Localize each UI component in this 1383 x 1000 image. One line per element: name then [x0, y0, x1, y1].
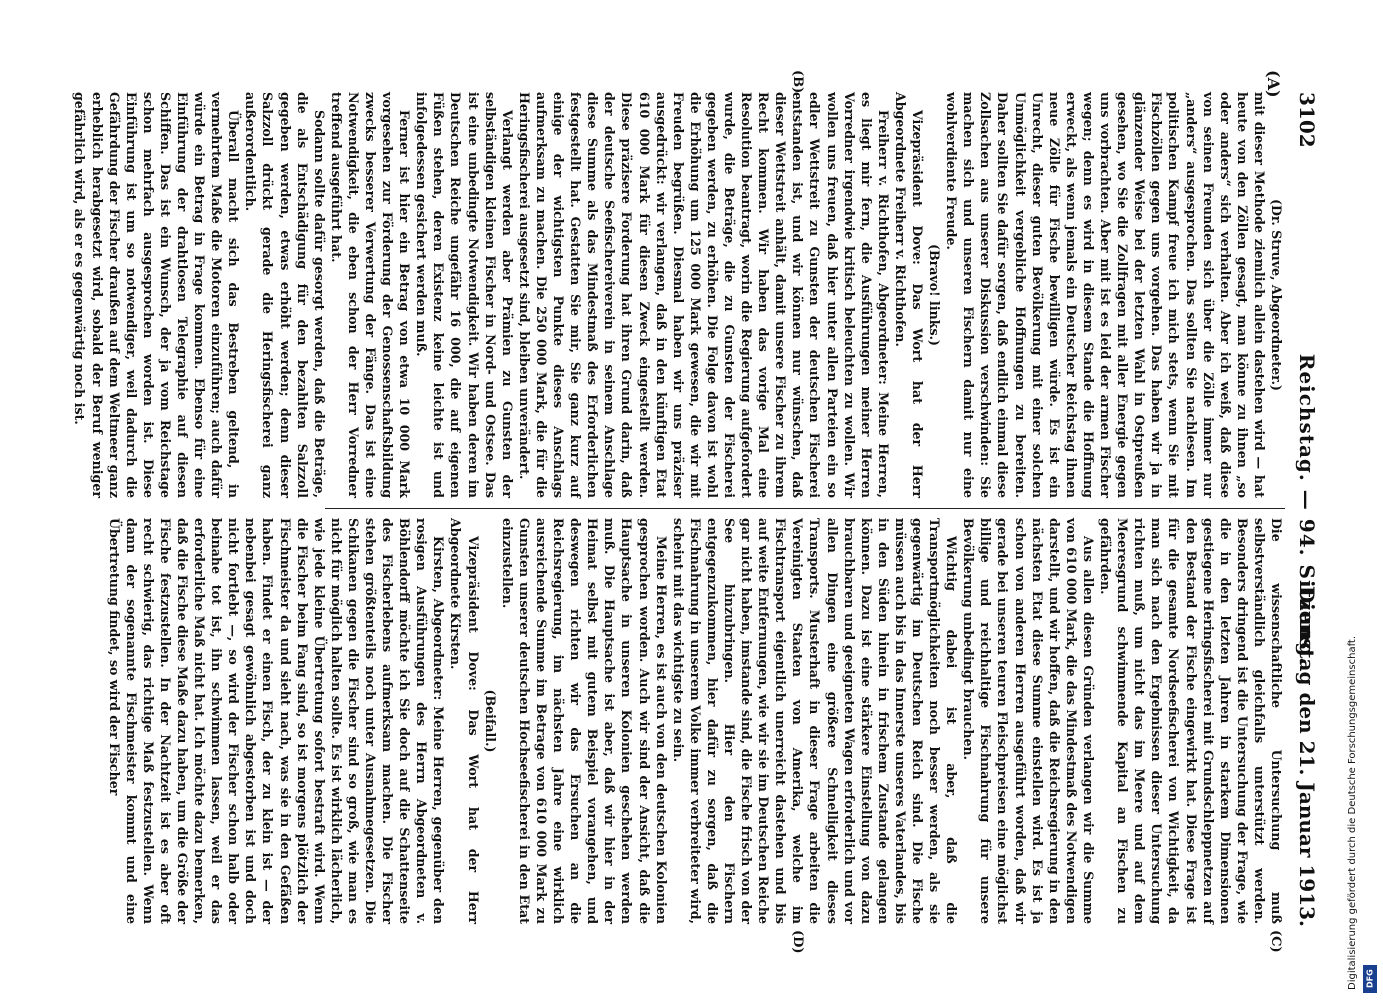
paragraph: Die wissenschaftliche Untersuchung muß selbstverständlich gleichfalls unterstützt werden. Besonders dringend ist die Untersuchung der Frage, wie die in den letzten Jahren in starkem Dimensionen gestiegene Heringsfischerei mit Grundschleppnetzen auf den Bestand der Fische eingewirkt hat. Diese Frage ist für die gesamte Nordseefischerei von Wichtigkeit, da man sich nach den Ergebnissen dieser Untersuchung richten muß, um nicht das im Meere und auf dem Meeresgrund schwimmende Kapital an Fischen zu gefährden.	[1098, 518, 1284, 924]
left-text-column	[72, 92, 1285, 498]
digitization-credit: Digitalisierung gefördert durch die Deutsche Forschungsgemeinschaft.	[1347, 635, 1358, 990]
margin-marker-b: (B)	[790, 70, 805, 94]
paragraph: Sodann sollte dafür gesorgt werden, daß die Beträge, die als Entschädigung für den bezahlten Salzzoll gegeben werden, etwas erhöht werden; denn dieser Salzzoll drückt gerade die Heringsfischerei ganz außerordentlich.	[243, 92, 327, 498]
margin-marker-d: (D)	[790, 930, 805, 954]
paragraph: Überall macht sich das Bestreben geltend, in vermehrtem Maße die Motoren einzuführen; auch dafür würde ein Betrag in Frage kommen. Ebenso für eine Einführung der drahtlosen Telegraphie auf diesen Schiffen. Das ist ein Wunsch, der ja vom Reichstage schon mehrfach ausgesprochen worden ist. Diese Einführung ist um so notwendiger, weil dadurch die Gefährdung der Fischer draußen auf dem Weltmeer ganz erheblich herabgesetzt wird, sobald der Beruf weniger gefährlich wird, als er es gegenwärtig noch ist.	[72, 92, 242, 498]
paragraph: Verlangt werden aber Prämien zu Gunsten der selbständigen kleinen Fischer in Nord- und Ostsee. Das ist eine unbedingte Notwendigkeit. Wir haben deren im Deutschen Reiche ungefähr 16 000, die auf eigenen Füßen stehen, deren Existenz keine leichte ist und infolgedessen gesichert werden muß.	[414, 92, 515, 498]
paragraph: Vizepräsident Dove: Das Wort hat der Herr Abgeordnete Kirsten.	[448, 518, 481, 924]
paragraph: Kirsten, Abgeordneter: Meine Herren, gegenüber den rosigen Ausführungen des Herrn Abgeordneten v. Böhlendorff möchte ich Sie doch auf die Schattenseite des Fischerlebens aufmerksam machen. Die Fischer stehen größtenteils noch unter Ausnahmegesetzen. Die Schikanen gegen die Fischer sind so groß, wie man es nicht für möglich halten sollte. Es ist wirklich lächerlich, wie jede kleine Übertretung sofort bestraft wird. Wenn die Fischer beim Fang sind, so ist morgens plötzlich der Fischmeister da und sieht nach, was sie in den Gefäßen haben. Findet er einen Fisch, der zu klein ist — der nebenbei gesagt gewöhnlich abgestorben ist und doch nicht fortlebt —, so wird der Fischer schon halb oder beinahe tot ist, ihn schwimmen lassen, weil er das erforderliche Maß nicht hat. Ich möchte dazu bemerken, daß die Fische diese Maße dazu haben, um die Größe der Fische festzustellen. In der Nachtzeit ist es aber oft recht schwierig, das richtige Maß festzustellen. Wenn dann der sogenannte Fischmeister kommt und eine Übertretung findet, so wird der Fischer	[106, 518, 447, 924]
right-text-column	[106, 518, 1285, 924]
paragraph: (Bravo! links.)	[927, 244, 943, 346]
paragraph: Meine Herren, es ist auch von den deutschen Kolonien gesprochen worden. Auch wir sind der Ansicht, daß die Hauptsache in unseren Kolonien geschehen werden muß. Die Hauptsache ist aber, daß wir hier in der Heimat selbst mit gutem Beispiel vorangehen, und deswegen richten wir das Ersuchen an die Reichsregierung, im nächsten Jahre eine wirklich ausreichende Summe im Betrage von 610 000 Mark zu Gunsten unserer deutschen Hochseefischerei in den Etat einzustellen.	[499, 518, 669, 924]
running-title: Reichstag. — 94. Sitzung.	[1295, 353, 1319, 666]
session-date: Dienstag den 21. Januar 1913.	[1295, 585, 1319, 927]
page-number: 3102	[1295, 92, 1319, 148]
column-divider	[325, 508, 1285, 509]
paragraph: Wichtig dabei ist aber, daß die Transportmöglichkeiten noch besser werden, als sie gegenwärtig im Deutschen Reich sind. Die Fische müssen auch bis in das Innerste unseres Vaterlandes, bis in den Süden hinein in frischem Zustande gelangen können. Dazu ist eine stärkere Einstellung von dazu brauchbaren und geeigneten Wagen erforderlich und vor allen Dingen eine größere Schnelligkeit dieses Transports. Musterhaft in dieser Frage arbeiten die Vereinigten Staaten von Amerika, welche im Fischtransport eigentlich unerreicht dastehen und bis auf weite Entfernungen, wie wir sie im Deutschen Reiche gar nicht haben, imstande sind, die Fische frisch von der See hinzubringen. Hier den Fischern entgegenzukommen, hier dafür zu sorgen, daß die Fischnahrung in unserem Volke immer verbreiteter wird, scheint mit das wichtigste zu sein.	[670, 518, 960, 924]
dfg-logo-icon: DFG	[1363, 965, 1377, 993]
paragraph: mit dieser Methode ziemlich allein dastehen wird — hat heute von den Zöllen gesagt, man könne zu ihnen „so oder anders“ sich verhalten. Aber ich weiß, daß diese von seinen Freunden sich über die Zölle immer nur „anders“ ausgesprochen. Das sollten Sie nachlesen. Im politischen Kampf freue ich mich stets, wenn Sie mit Fischzöllen gegen uns vorgehen. Das haben wir ja in glänzender Weise bei der letzten Wahl in Ostpreußen gesehen, wo Sie die Zollfragen mit aller Energie gegen uns vorbrachten. Aber mit ist es leid der armen Fischer wegen; denn es wird in diesem Stande die Hoffnung erweckt, als wenn jemals ein Deutscher Reichstag ihnen neue Zölle für Fische bewilligen würde. Es ist ein Unrecht, dieser guten Bevölkerung mit einer solchen Unmöglichkeit vergebliche Hoffnungen zu bereiten. Daher sollten Sie dafür sorgen, daß endlich einmal diese Zollsachen aus unserer Diskussion verschwinden: Sie machen sich und unseren Fischern damit nur eine wohlverdiente Freude.	[944, 92, 1267, 498]
paragraph: Vizepräsident Dove: Das Wort hat der Herr Abgeordnete Freiherr v. Richthofen.	[892, 92, 926, 498]
paragraph: Aus allen diesen Gründen verlangen wir die Summe von 610 000 Mark, die das Mindestmaß des Notwendigen darstellt, und wir hoffen, daß die Reichsregierung in den nächsten Etat diese Summe einstellen wird. Es ist ja schon von anderen Herren ausgeführt worden, daß wir gerade bei unseren teuren Fleischpreisen eine möglichst billige und reichhaltige Fischnahrung für unsere Bevölkerung unbedingt brauchen.	[961, 518, 1096, 924]
page-header	[1289, 92, 1323, 927]
paragraph: Freiherr v. Richthofen, Abgeordneter: Meine Herren, es liegt mir fern, die Ausführungen meiner Herren Vorredner irgendwie kritisch beleuchten zu wollen. Wir wollen uns freuen, daß hier unter allen Parteien ein so edler Wettstreit zu Gunsten der deutschen Fischerei entstanden ist, und wir können nur wünschen, daß dieser Wettstreit anhält, damit unsere Fischer zu ihrem Recht kommen. Wir haben das vorige Mal eine Resolution beantragt, worin die Regierung aufgefordert wurde, die Beträge, die zu Gunsten der Fischerei gegeben werden, zu erhöhen. Die Folge davon ist wohl die Erhöhung um 125 000 Mark gewesen, die wir mit Freuden begrüßen. Diesmal haben wir uns präziser ausgedrückt: wir verlangen, daß in den künftigen Etat 610 000 Mark für diesen Zweck eingestellt werden. Diese präzisere Forderung hat ihren Grund darin, daß der deutsche Seefischereiverein in seinem Anschlage diese Summe als das Mindestmaß des Erforderlichen festgestellt hat. Gestatten Sie mir, Sie ganz kurz auf einige der wichtigsten Punkte dieses Anschlags aufmerksam zu machen. Die 250 000 Mark, die für die Heringsfischerei ausgesetzt sind, bleiben unverändert.	[516, 92, 891, 498]
paragraph: Ferner ist hier ein Betrag von etwa 10 000 Mark vorgesehen zur Förderung der Genossenschaftsbildung zwecks besserer Verwertung der Fänge. Das ist eine Notwendigkeit, die eben schon der Herr Vorredner treffend ausgeführt hat.	[328, 92, 413, 498]
margin-marker-c: (C)	[1268, 930, 1283, 953]
margin-marker-a: (A)	[1264, 70, 1283, 98]
paragraph: (Dr. Struve, Abgeordneter.)	[1269, 199, 1284, 391]
paragraph: (Beifall.)	[482, 689, 498, 753]
